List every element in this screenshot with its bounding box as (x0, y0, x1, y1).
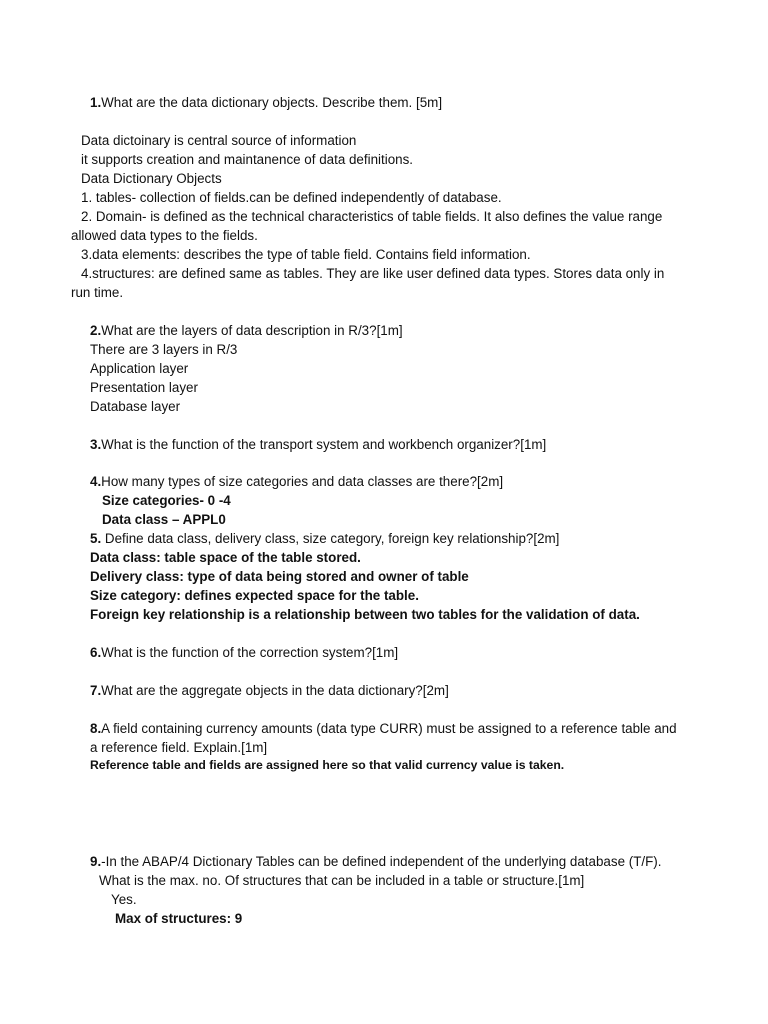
answer-line: run time. (71, 285, 124, 300)
answer-line: Data dictoinary is central source of information (81, 133, 357, 148)
answer-line: 4.structures: are defined same as tables. They are like user defined data types. Stores data only in (81, 266, 665, 281)
answer-line: Size categories- 0 -4 (102, 493, 231, 508)
question-6 (90, 643, 398, 662)
answer-line: Application layer (90, 361, 189, 376)
question-text-continued: a reference field. Explain.[1m] (90, 740, 268, 755)
question-4 (90, 472, 503, 491)
question-text: How many types of size categories and data classes are there?[2m] (101, 474, 504, 489)
answer-line: it supports creation and maintanence of data definitions. (81, 152, 414, 167)
question-5 (90, 529, 559, 548)
question-text: What are the layers of data description in R/3?[1m] (101, 323, 403, 338)
question-text: What is the function of the transport system and workbench organizer?[1m] (101, 437, 547, 452)
question-text: What are the data dictionary objects. Describe them. [5m] (101, 95, 443, 110)
answer-line: Reference table and fields are assigned here so that valid currency value is taken. (90, 758, 565, 772)
question-number: 3. (90, 437, 102, 452)
answer-line: Delivery class: type of data being stored and owner of table (90, 569, 469, 584)
question-8 (90, 719, 677, 738)
answer-line: Data class – APPL0 (102, 512, 226, 527)
question-number: 2. (90, 323, 102, 338)
answer-line: Data class: table space of the table stored. (90, 550, 361, 565)
answer-line: Data Dictionary Objects (81, 171, 222, 186)
question-number: 7. (90, 683, 102, 698)
question-1 (90, 93, 442, 112)
answer-line: Size category: defines expected space for the table. (90, 588, 419, 603)
answer-line: allowed data types to the fields. (71, 228, 258, 243)
question-3 (90, 435, 546, 454)
question-text: What are the aggregate objects in the data dictionary?[2m] (101, 683, 449, 698)
question-number: 5. (90, 531, 102, 546)
answer-line: 3.data elements: describes the type of table field. Contains field information. (81, 247, 531, 262)
answer-line: Foreign key relationship is a relationship between two tables for the validation of data. (90, 607, 640, 622)
answer-line: 2. Domain- is defined as the technical characteristics of table fields. It also defines the value range (81, 209, 663, 224)
question-number: 6. (90, 645, 102, 660)
answer-line: Yes. (111, 892, 137, 907)
answer-line: Database layer (90, 399, 181, 414)
question-text-continued: What is the max. no. Of structures that can be included in a table or structure.[1m] (99, 873, 585, 888)
question-2 (90, 321, 403, 340)
answer-line: Presentation layer (90, 380, 198, 395)
question-text: What is the function of the correction system?[1m] (101, 645, 399, 660)
question-number: 8. (90, 721, 102, 736)
question-7 (90, 681, 449, 700)
question-text: Define data class, delivery class, size category, foreign key relationship?[2m] (101, 531, 560, 546)
question-number: 1. (90, 95, 102, 110)
question-text: A field containing currency amounts (data type CURR) must be assigned to a reference table and (101, 721, 677, 736)
answer-line: Max of structures: 9 (115, 911, 243, 926)
answer-line: 1. tables- collection of fields.can be defined independently of database. (81, 190, 502, 205)
question-number: 4. (90, 474, 102, 489)
question-9 (90, 852, 661, 871)
answer-line: There are 3 layers in R/3 (90, 342, 238, 357)
question-text: -In the ABAP/4 Dictionary Tables can be defined independent of the underlying database (T/F). (101, 854, 662, 869)
question-number: 9. (90, 854, 102, 869)
